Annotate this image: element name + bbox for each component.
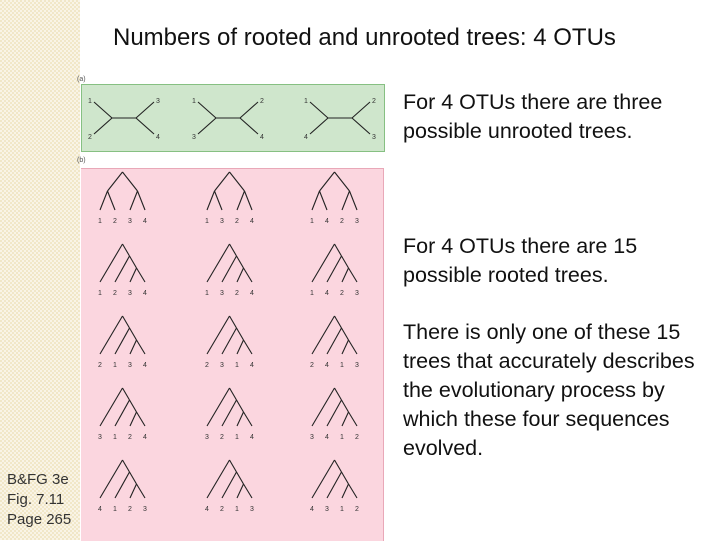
caption-page: Page 265 — [7, 511, 72, 528]
rooted-branch — [237, 328, 244, 340]
unrooted-leaf-label: 4 — [156, 134, 160, 141]
rooted-leaf-label: 2 — [340, 290, 344, 297]
unrooted-branch — [94, 118, 112, 134]
rooted-branch — [244, 484, 253, 498]
rooted-leaf-label: 1 — [235, 362, 239, 369]
rooted-branch — [342, 484, 349, 498]
rooted-branch — [115, 328, 130, 354]
rooted-branch — [342, 256, 349, 268]
rooted-branch — [312, 191, 320, 210]
rooted-leaf-label: 3 — [220, 290, 224, 297]
rooted-branch — [335, 172, 350, 191]
rooted-leaf-label: 1 — [310, 290, 314, 297]
rooted-branch — [138, 191, 146, 210]
rooted-leaf-label: 4 — [325, 434, 329, 441]
rooted-leaf-label: 1 — [98, 290, 102, 297]
rooted-branch — [230, 172, 245, 191]
rooted-branch — [237, 256, 244, 268]
rooted-leaf-label: 3 — [250, 506, 254, 513]
rooted-branch — [342, 340, 349, 354]
rooted-branch — [245, 191, 253, 210]
rooted-branch — [130, 256, 137, 268]
rooted-leaf-label: 2 — [205, 362, 209, 369]
rooted-leaf-label: 2 — [128, 506, 132, 513]
rooted-leaf-label: 3 — [310, 434, 314, 441]
rooted-leaf-label: 1 — [98, 218, 102, 225]
unrooted-branch — [352, 102, 370, 118]
rooted-leaf-label: 4 — [143, 218, 147, 225]
rooted-branch — [230, 388, 237, 400]
rooted-branch — [130, 484, 137, 498]
rooted-leaf-label: 3 — [220, 362, 224, 369]
rooted-branch — [312, 244, 335, 282]
rooted-branch — [342, 472, 349, 484]
rooted-branch — [115, 400, 130, 426]
rooted-leaf-label: 2 — [220, 434, 224, 441]
rooted-branch — [137, 484, 146, 498]
rooted-branch — [137, 412, 146, 426]
rooted-branch — [327, 472, 342, 498]
rooted-branch — [130, 472, 137, 484]
unrooted-branch — [198, 102, 216, 118]
rooted-leaf-label: 2 — [220, 506, 224, 513]
rooted-branch — [137, 340, 146, 354]
rooted-leaf-label: 3 — [355, 362, 359, 369]
unrooted-leaf-label: 1 — [88, 98, 92, 105]
rooted-leaf-label: 4 — [250, 362, 254, 369]
unrooted-branch — [136, 102, 154, 118]
rooted-branch — [230, 316, 237, 328]
rooted-branch — [312, 316, 335, 354]
rooted-branch — [100, 244, 123, 282]
rooted-branch — [123, 172, 138, 191]
caption-figure: Fig. 7.11 — [7, 491, 65, 508]
rooted-branch — [350, 191, 358, 210]
rooted-branch — [123, 316, 130, 328]
rooted-branch — [327, 328, 342, 354]
rooted-branch — [335, 460, 342, 472]
rooted-branch — [100, 388, 123, 426]
rooted-leaf-label: 2 — [113, 218, 117, 225]
rooted-branch — [222, 328, 237, 354]
rooted-leaf-label: 2 — [310, 362, 314, 369]
rooted-branch — [327, 256, 342, 282]
rooted-leaf-label: 3 — [128, 362, 132, 369]
paragraph-unrooted: For 4 OTUs there are three possible unrooted trees. — [403, 90, 663, 143]
rooted-leaf-label: 3 — [325, 506, 329, 513]
unrooted-branch — [240, 118, 258, 134]
rooted-branch — [237, 340, 244, 354]
rooted-branch — [237, 191, 245, 210]
rooted-branch — [100, 460, 123, 498]
rooted-leaf-label: 3 — [205, 434, 209, 441]
rooted-leaf-label: 2 — [98, 362, 102, 369]
rooted-branch — [100, 316, 123, 354]
rooted-leaf-label: 2 — [128, 434, 132, 441]
rooted-leaf-label: 3 — [355, 290, 359, 297]
rooted-branch — [237, 412, 244, 426]
rooted-branch — [130, 412, 137, 426]
rooted-branch — [237, 268, 244, 282]
rooted-leaf-label: 4 — [143, 434, 147, 441]
rooted-branch — [215, 191, 223, 210]
rooted-leaf-label: 2 — [340, 218, 344, 225]
rooted-leaf-label: 2 — [355, 434, 359, 441]
rooted-leaf-label: 2 — [355, 506, 359, 513]
rooted-branch — [130, 340, 137, 354]
rooted-leaf-label: 1 — [235, 506, 239, 513]
figure-caption — [7, 470, 71, 530]
rooted-leaf-label: 1 — [340, 362, 344, 369]
rooted-branch — [100, 191, 108, 210]
rooted-branch — [115, 256, 130, 282]
rooted-branch — [342, 191, 350, 210]
rooted-leaf-label: 4 — [98, 506, 102, 513]
rooted-leaf-label: 3 — [143, 506, 147, 513]
rooted-branch — [237, 472, 244, 484]
rooted-leaf-label: 1 — [340, 434, 344, 441]
unrooted-leaf-label: 4 — [260, 134, 264, 141]
unrooted-branch — [240, 102, 258, 118]
rooted-branch — [207, 244, 230, 282]
paragraph-rooted: For 4 OTUs there are 15 possible rooted trees. — [403, 234, 638, 287]
rooted-leaf-label: 3 — [128, 290, 132, 297]
rooted-branch — [130, 191, 138, 210]
rooted-branch — [123, 244, 130, 256]
rooted-leaf-label: 3 — [128, 218, 132, 225]
rooted-leaf-label: 2 — [235, 218, 239, 225]
slide-title: Numbers of rooted and unrooted trees: 4 OTUs — [113, 24, 616, 51]
unrooted-branch — [136, 118, 154, 134]
panel-b-label: (b) — [77, 157, 86, 164]
unrooted-branch — [198, 118, 216, 134]
rooted-branch — [342, 400, 349, 412]
rooted-branch — [130, 328, 137, 340]
rooted-branch — [115, 472, 130, 498]
rooted-branch — [207, 316, 230, 354]
rooted-branch — [237, 400, 244, 412]
rooted-branch — [335, 316, 342, 328]
rooted-branch — [215, 172, 230, 191]
rooted-branch — [237, 484, 244, 498]
rooted-leaf-label: 4 — [325, 290, 329, 297]
rooted-leaf-label: 4 — [325, 362, 329, 369]
rooted-branch — [312, 388, 335, 426]
rooted-branch — [244, 268, 253, 282]
rooted-branch — [335, 388, 342, 400]
unrooted-branch — [310, 118, 328, 134]
rooted-leaf-label: 1 — [113, 434, 117, 441]
rooted-leaf-label: 4 — [143, 362, 147, 369]
unrooted-branch — [94, 102, 112, 118]
rooted-branch — [222, 256, 237, 282]
rooted-branch — [244, 412, 253, 426]
unrooted-leaf-label: 3 — [372, 134, 376, 141]
unrooted-leaf-label: 3 — [156, 98, 160, 105]
rooted-branch — [108, 191, 116, 210]
unrooted-leaf-label: 2 — [260, 98, 264, 105]
rooted-leaf-label: 1 — [113, 506, 117, 513]
rooted-leaf-label: 1 — [340, 506, 344, 513]
rooted-branch — [244, 340, 253, 354]
unrooted-leaf-label: 2 — [372, 98, 376, 105]
unrooted-branch — [352, 118, 370, 134]
caption-source: B&FG 3e — [7, 471, 69, 488]
rooted-branch — [349, 340, 358, 354]
rooted-leaf-label: 3 — [355, 218, 359, 225]
rooted-leaf-label: 1 — [205, 290, 209, 297]
rooted-leaf-label: 1 — [113, 362, 117, 369]
unrooted-leaf-label: 3 — [192, 134, 196, 141]
unrooted-leaf-label: 4 — [304, 134, 308, 141]
panel-a-label: (a) — [77, 76, 86, 83]
rooted-branch — [207, 460, 230, 498]
unrooted-leaf-label: 1 — [192, 98, 196, 105]
rooted-branch — [349, 268, 358, 282]
rooted-branch — [222, 472, 237, 498]
rooted-branch — [349, 412, 358, 426]
rooted-branch — [230, 244, 237, 256]
rooted-leaf-label: 4 — [143, 290, 147, 297]
rooted-branch — [342, 328, 349, 340]
rooted-leaf-label: 4 — [310, 506, 314, 513]
rooted-leaf-label: 3 — [220, 218, 224, 225]
rooted-leaf-label: 4 — [250, 434, 254, 441]
rooted-leaf-label: 1 — [205, 218, 209, 225]
unrooted-branch — [310, 102, 328, 118]
rooted-branch — [320, 191, 328, 210]
rooted-leaf-label: 4 — [250, 290, 254, 297]
rooted-branch — [335, 244, 342, 256]
rooted-branch — [137, 268, 146, 282]
rooted-leaf-label: 4 — [205, 506, 209, 513]
rooted-branch — [123, 460, 130, 472]
rooted-branch — [207, 388, 230, 426]
rooted-branch — [342, 268, 349, 282]
paragraph-true-tree: There is only one of these 15 trees that accurately describes the evolutionary process by which these four sequences evolved. — [403, 320, 695, 460]
unrooted-leaf-label: 1 — [304, 98, 308, 105]
rooted-branch — [222, 400, 237, 426]
rooted-branch — [108, 172, 123, 191]
rooted-branch — [230, 460, 237, 472]
rooted-leaf-label: 4 — [325, 218, 329, 225]
rooted-leaf-label: 3 — [98, 434, 102, 441]
rooted-leaf-label: 2 — [235, 290, 239, 297]
rooted-leaf-label: 1 — [235, 434, 239, 441]
rooted-branch — [207, 191, 215, 210]
rooted-branch — [123, 388, 130, 400]
unrooted-leaf-label: 2 — [88, 134, 92, 141]
rooted-branch — [342, 412, 349, 426]
rooted-branch — [327, 400, 342, 426]
rooted-branch — [130, 400, 137, 412]
rooted-branch — [312, 460, 335, 498]
rooted-leaf-label: 4 — [250, 218, 254, 225]
rooted-branch — [130, 268, 137, 282]
rooted-branch — [320, 172, 335, 191]
rooted-leaf-label: 1 — [310, 218, 314, 225]
rooted-leaf-label: 2 — [113, 290, 117, 297]
rooted-branch — [349, 484, 358, 498]
